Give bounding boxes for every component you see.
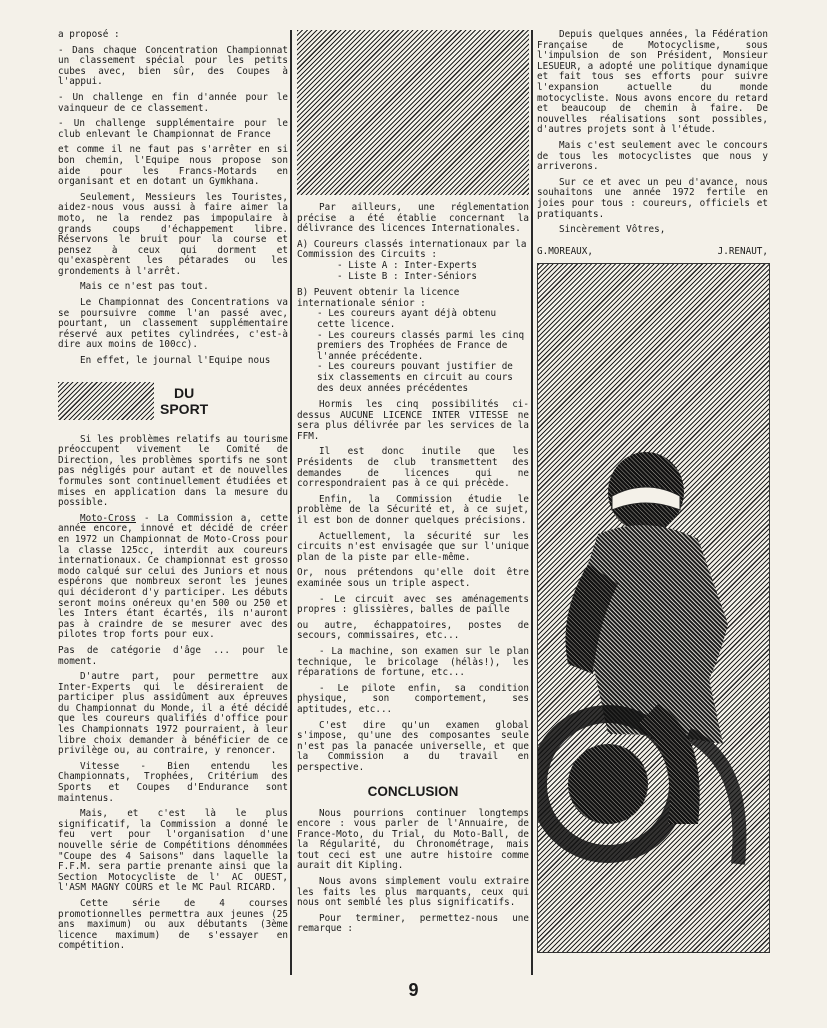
- heading-text: [154, 385, 208, 417]
- page-number: 9: [408, 980, 419, 1000]
- section-heading-du-sport: [58, 381, 288, 421]
- paragraph: Seulement, Messieurs les Touristes, aidez-nous vous aussi à faire aimer la moto, ne la rendez pas impopulaire à grands coups d'échappement libre. Réservons le bruit pour la course et pensez à ceux qui dorment et qu'exaspèrent les pétarades ou les grondements à l'arrêt.: [58, 191, 288, 277]
- list-item: - Les coureurs pouvant justifier de six classements en circuit au cours des deux années précédentes: [317, 361, 513, 394]
- signature-moreaux: G.MOREAUX,: [537, 245, 593, 257]
- paragraph: Hormis les cinq possibilités ci-dessus AUCUNE LICENCE INTER VITESSE ne sera plus délivrée par les services de la FFM.: [297, 399, 529, 442]
- paragraph: Sincèrement Vôtres,: [559, 224, 666, 236]
- paragraph: - La machine, son examen sur le plan technique, le bricolage (hélàs!), les réparations de fortune, etc...: [297, 645, 529, 679]
- paragraph: Pas de catégorie d'âge ... pour le moment.: [58, 644, 288, 667]
- list-item: - Liste A : Inter-Experts: [337, 259, 477, 271]
- list-item: - Liste B : Inter-Séniors: [337, 270, 477, 282]
- paragraph: C'est dire qu'un examen global s'impose, qu'une des composantes seule n'est pas la panacée universelle, et que la Commission a du travail en perspective.: [297, 719, 529, 773]
- heading-line: SPORT: [160, 400, 209, 417]
- list-item: - Les coureurs ayant déjà obtenu cette licence.: [317, 308, 497, 330]
- paragraph: Mais ce n'est pas tout.: [80, 281, 209, 293]
- paragraph: Par ailleurs, une réglementation précise a été établie concernant la délivrance des licences Internationales.: [297, 202, 529, 235]
- paragraph: - Le pilote enfin, sa condition physique, son comportement, ses aptitudes, etc...: [297, 682, 529, 715]
- list-item: B) Peuvent obtenir la licence internationale sénior :: [297, 287, 460, 309]
- paragraph: Enfin, la Commission étudie le problème de la Sécurité et, à ce sujet, il est bon de donner quelques précisions.: [297, 493, 529, 527]
- column-rule-2: [531, 30, 533, 975]
- paragraph: - Un challenge supplémentaire pour le club enlevant le Championnat de France: [58, 118, 288, 140]
- paragraph: Sur ce et avec un peu d'avance, nous souhaitons une année 1972 fertile en joies pour tous : coureurs, officiels et pratiquants.: [537, 176, 768, 220]
- paragraph: ou autre, échappatoires, postes de secours, commissaires, etc...: [297, 619, 529, 642]
- paragraph: - Un challenge en fin d'année pour le vainqueur de ce classement.: [58, 91, 288, 114]
- paragraph: Cette série de 4 courses promotionnelles permettra aux jeunes (25 ans maximum) ou aux débutants (3ème licence maximum) de s'essayer en compétition.: [58, 897, 288, 952]
- paragraph: - Le circuit avec ses aménagements propres : glissières, balles de paille: [297, 593, 529, 616]
- paragraph: Depuis quelques années, la Fédération Française de Motocyclisme, sous l'impulsion de son Président, Monsieur LESUEUR, a adopté une politique dynamique et fait tous ses efforts pour suivre l'expansion actuelle du monde motocycliste. Nous avons encore du retard et beaucoup de chemin à faire. De nouvelles réalisations sont possibles, d'autres projets sont à l'étude.: [537, 29, 768, 136]
- hatch-ornament: [58, 382, 154, 420]
- paragraph: Le Championnat des Concentrations va se poursuivre comme l'an passé avec, pourtant, un classement supplémentaire réservé aux petites cylindrées, c'est-à dire aux moins de 100cc).: [58, 297, 288, 351]
- heading-line: DU: [174, 384, 195, 401]
- paragraph-body: - La Commission a, cette année encore, innové et décidé de créer en 1972 un Championnat de Moto-Cross pour la classe 125cc, interdit aux coureurs internationaux. Ce championnat est grosso modo calqué sur celui des Juniors et nous espérons que nombreux seront les jeunes qui décideront d'y participer. Les débuts seront moins onéreux qu'en 500 ou 250 et les Inters étant écartés, ils n'auront pas à craindre de se mesurer avec des pilotes trop forts pour eux.: [58, 512, 288, 641]
- list-item: - Les coureurs classés parmi les cinq premiers des Trophées de France de l'année précédente.: [317, 329, 525, 362]
- paragraph: Pour terminer, permettez-nous une remarque :: [297, 912, 529, 935]
- paragraph: Mais, et c'est là le plus significatif, la Commission a donné le feu vert pour l'organisation d'une nouvelle série de Compétitions dénommées "Coupe des 4 Saisons" dans laquelle la F.F.M. sera partie prenante ainsi que la Section Motocycliste de l' AC OUEST, l'ASM MAGNY COURS et le MC Paul RICARD.: [58, 808, 288, 894]
- paragraph: Nous avons simplement voulu extraire les faits les plus marquants, ceux qui nous ont semblé les plus significatifs.: [297, 876, 529, 909]
- paragraph: Si les problèmes relatifs au tourisme préoccupent vivement le Comité de Direction, les problèmes sportifs ne sont pas négligés pour autant et de nouvelles formules sont continuellement étudiées et mises en application dans la mesure du possible.: [58, 433, 288, 509]
- column-rule-1: [290, 30, 292, 975]
- signature-renaut: J.RENAUT,: [717, 245, 768, 257]
- paragraph: Vitesse - Bien entendu les Championnats, Trophées, Critérium des Sports et Coupes d'Endurance sont maintenus.: [58, 760, 288, 804]
- paragraph: Mais c'est seulement avec le concours de tous les motocyclistes que nous y arriverons.: [537, 139, 768, 173]
- paragraph: Actuellement, la sécurité sur les circuits n'est envisagée que sur l'unique plan de la piste par elle-même.: [297, 530, 529, 563]
- signatures: [537, 246, 768, 257]
- license-list-b: [297, 288, 529, 394]
- paragraph: a proposé :: [58, 29, 120, 40]
- paragraph-title: Moto-Cross: [80, 512, 136, 524]
- paragraph: En effet, le journal l'Equipe nous: [80, 355, 271, 367]
- column-1: [58, 30, 288, 957]
- paragraph: et comme il ne faut pas s'arrêter en si bon chemin, l'Equipe nous propose son aide pour les Francs-Motards en organisant et en dotant un Gymkhana.: [58, 144, 288, 188]
- list-item: A) Coureurs classés internationaux par la Commission des Circuits :: [297, 238, 527, 261]
- column-2: [297, 30, 529, 940]
- paragraph: - Dans chaque Concentration Championnat un classement spécial pour les petits cubes avec, bien sûr, des Coupes à l'appui.: [58, 44, 288, 88]
- motorcycle-rider-illustration: [537, 263, 770, 953]
- paragraph: Or, nous prétendons qu'elle doit être examinée sous un triple aspect.: [297, 567, 529, 589]
- conclusion-heading: CONCLUSION: [367, 783, 459, 799]
- paragraph: D'autre part, pour permettre aux Inter-Experts qui le désireraient de participer plus assidûment aux épreuves du Championnat du Monde, il a été décidé que les coureurs qualifiés d'office pour les Championnats 1972 pourraient, à leur libre choix demander à bénéficier de ce privilège ou, au contraire, y renoncer.: [58, 671, 288, 757]
- hatch-block: [297, 30, 529, 195]
- license-list-a: [297, 240, 529, 282]
- column-3: [537, 30, 768, 953]
- paragraph: [58, 514, 288, 641]
- paragraph: Nous pourrions continuer longtemps encore : vous parler de l'Annuaire, de France-Moto, du Trial, du Moto-Ball, de la Régularité, du Chronométrage, mais tout ceci est une autre histoire comme aurait dit Kipling.: [297, 807, 529, 872]
- paragraph: Il est donc inutile que les Présidents de club transmettent des demandes de licences qui ne correspondraient pas à ce qui précède.: [297, 446, 529, 490]
- rider-silhouette-icon: [538, 264, 769, 952]
